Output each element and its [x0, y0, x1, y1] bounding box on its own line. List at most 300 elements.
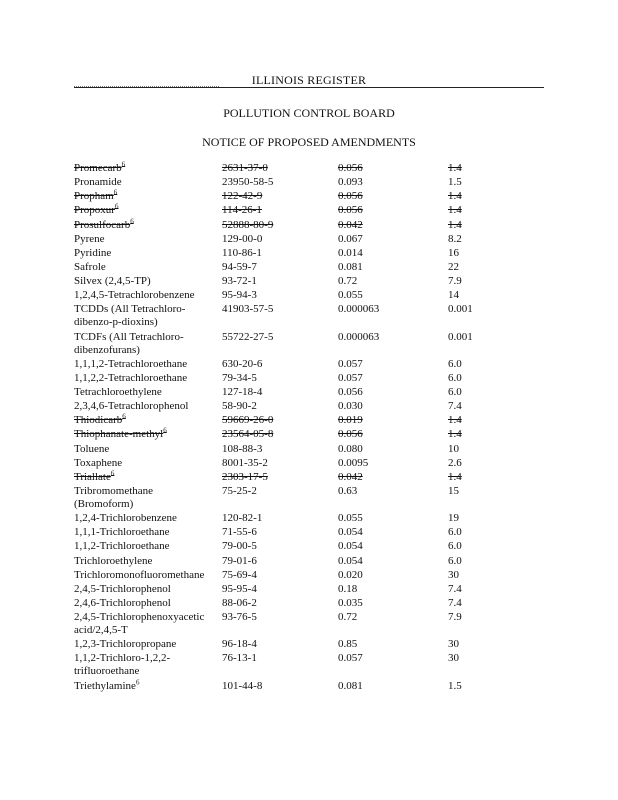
table-row — [74, 261, 538, 275]
nonwastewater-standard: 10 — [448, 442, 459, 455]
wastewater-standard: 0.014 — [338, 246, 363, 259]
table-row — [74, 485, 538, 512]
nonwastewater-standard-cell — [448, 652, 538, 679]
constituent-name-cell — [74, 569, 222, 583]
wastewater-standard: 0.080 — [338, 442, 363, 455]
constituent-name — [74, 485, 153, 497]
cas-number: 8001-35-2 — [222, 456, 268, 469]
wastewater-standard-cell — [338, 638, 448, 652]
nonwastewater-standard: 1.4 — [448, 414, 462, 427]
constituent-name-text: Propham — [74, 190, 114, 203]
cas-number: 58-90-2 — [222, 400, 257, 413]
cas-number-cell — [222, 219, 338, 233]
constituent-name — [74, 652, 170, 664]
constituent-name — [74, 372, 187, 384]
constituent-name-cell — [74, 289, 222, 303]
constituent-name-cell — [74, 216, 222, 233]
nonwastewater-standard: 1.5 — [448, 679, 462, 692]
nonwastewater-standard: 7.4 — [448, 582, 462, 595]
cas-number-cell — [222, 247, 338, 261]
constituent-name-text: 1,1,1-Trichloroethane — [74, 526, 170, 539]
constituent-name-text: Pyridine — [74, 246, 112, 259]
constituent-name — [74, 204, 118, 216]
constituent-name — [74, 233, 105, 245]
nonwastewater-standard-cell — [448, 428, 538, 442]
cas-number-cell — [222, 540, 338, 554]
constituent-name-text: Prosulfocarb — [74, 218, 131, 231]
constituent-name-continued: trifluoroethane — [74, 665, 140, 678]
nonwastewater-standard: 7.9 — [448, 611, 462, 624]
nonwastewater-standard: 14 — [448, 289, 459, 302]
cas-number: 120-82-1 — [222, 512, 263, 525]
nonwastewater-standard-cell — [448, 386, 538, 400]
cas-number: 71-55-6 — [222, 526, 257, 539]
constituent-table — [74, 162, 538, 694]
nonwastewater-standard: 6.0 — [448, 385, 462, 398]
table-row — [74, 372, 538, 386]
nonwastewater-standard: 6.0 — [448, 540, 462, 553]
cas-number: 75-69-4 — [222, 568, 257, 581]
constituent-name — [74, 597, 171, 609]
footnote-marker: 6 — [110, 469, 115, 478]
wastewater-standard-cell — [338, 331, 448, 358]
nonwastewater-standard-cell — [448, 190, 538, 204]
wastewater-standard: 0.056 — [338, 204, 363, 217]
wastewater-standard-cell — [338, 569, 448, 583]
cas-number-cell — [222, 275, 338, 289]
cas-number: 94-59-7 — [222, 260, 257, 273]
cas-number: 95-94-3 — [222, 289, 257, 302]
constituent-name — [74, 526, 170, 538]
constituent-name-text: Silvex (2,4,5-TP) — [74, 275, 151, 288]
cas-number-cell — [222, 583, 338, 597]
nonwastewater-standard-cell — [448, 247, 538, 261]
nonwastewater-standard: 1.5 — [448, 176, 462, 189]
nonwastewater-standard-cell — [448, 261, 538, 275]
table-row — [74, 583, 538, 597]
wastewater-standard-cell — [338, 261, 448, 275]
constituent-name-cell — [74, 303, 222, 330]
wastewater-standard: 0.18 — [338, 582, 358, 595]
constituent-name-cell — [74, 386, 222, 400]
nonwastewater-standard-cell — [448, 400, 538, 414]
nonwastewater-standard: 22 — [448, 260, 459, 273]
wastewater-standard-cell — [338, 372, 448, 386]
nonwastewater-standard: 6.0 — [448, 554, 462, 567]
wastewater-standard: 0.057 — [338, 652, 363, 665]
constituent-name-text: Thiophanate-methyl — [74, 428, 164, 441]
wastewater-standard-cell — [338, 583, 448, 597]
wastewater-standard: 0.000063 — [338, 303, 380, 316]
wastewater-standard-cell — [338, 540, 448, 554]
table-row — [74, 597, 538, 611]
wastewater-standard: 0.081 — [338, 260, 363, 273]
footnote-marker: 6 — [113, 188, 118, 197]
constituent-name — [74, 190, 117, 202]
table-row — [74, 400, 538, 414]
constituent-name — [74, 540, 170, 552]
wastewater-standard: 0.000063 — [338, 330, 380, 343]
nonwastewater-standard-cell — [448, 289, 538, 303]
constituent-name-cell — [74, 275, 222, 289]
cas-number-cell — [222, 190, 338, 204]
wastewater-standard-cell — [338, 443, 448, 457]
wastewater-standard-cell — [338, 555, 448, 569]
table-row — [74, 275, 538, 289]
cas-number: 129-00-0 — [222, 232, 263, 245]
constituent-name — [74, 569, 204, 581]
constituent-name-text: Toluene — [74, 442, 110, 455]
constituent-name-text: Pronamide — [74, 176, 122, 189]
wastewater-standard: 0.056 — [338, 385, 363, 398]
constituent-name — [74, 512, 177, 524]
nonwastewater-standard-cell — [448, 372, 538, 386]
constituent-name-cell — [74, 233, 222, 247]
table-row — [74, 443, 538, 457]
wastewater-standard: 0.85 — [338, 638, 358, 651]
constituent-name — [74, 289, 194, 301]
cas-number: 101-44-8 — [222, 679, 263, 692]
constituent-name-cell — [74, 261, 222, 275]
wastewater-standard: 0.63 — [338, 484, 358, 497]
constituent-name-text: Trichloroethylene — [74, 554, 153, 567]
nonwastewater-standard-cell — [448, 597, 538, 611]
cas-number: 114-26-1 — [222, 204, 262, 217]
wastewater-standard-cell — [338, 358, 448, 372]
constituent-name-text: Tribromomethane — [74, 484, 154, 497]
nonwastewater-standard-cell — [448, 358, 538, 372]
wastewater-standard: 0.042 — [338, 218, 363, 231]
constituent-name-cell — [74, 457, 222, 471]
table-row — [74, 611, 538, 638]
footnote-marker: 6 — [163, 426, 167, 435]
constituent-name-text: 1,1,1,2-Tetrachloroethane — [74, 357, 188, 370]
constituent-name — [74, 555, 152, 567]
wastewater-standard: 0.055 — [338, 289, 363, 302]
cas-number: 79-01-6 — [222, 554, 257, 567]
constituent-name — [74, 400, 188, 412]
constituent-name — [74, 331, 184, 343]
nonwastewater-standard-cell — [448, 457, 538, 471]
nonwastewater-standard: 6.0 — [448, 371, 462, 384]
constituent-name-text: 2,4,6-Trichlorophenol — [74, 596, 171, 609]
wastewater-standard-cell — [338, 457, 448, 471]
cas-number-cell — [222, 652, 338, 679]
wastewater-standard-cell — [338, 652, 448, 679]
constituent-name-text: 1,1,2-Trichloro-1,2,2- — [74, 652, 171, 665]
table-row — [74, 247, 538, 261]
constituent-name-cell — [74, 372, 222, 386]
constituent-name-text: 1,2,4,5-Tetrachlorobenzene — [74, 289, 195, 302]
cas-number-cell — [222, 331, 338, 358]
nonwastewater-standard-cell — [448, 540, 538, 554]
wastewater-standard: 0.042 — [338, 470, 363, 483]
nonwastewater-standard: 30 — [448, 638, 459, 651]
wastewater-standard-cell — [338, 526, 448, 540]
cas-number: 122-42-9 — [222, 190, 263, 203]
nonwastewater-standard: 1.4 — [448, 218, 462, 231]
cas-number: 23950-58-5 — [222, 176, 274, 189]
cas-number-cell — [222, 555, 338, 569]
nonwastewater-standard-cell — [448, 443, 538, 457]
cas-number: 2631-37-0 — [222, 162, 268, 174]
nonwastewater-standard: 1.4 — [448, 428, 462, 441]
nonwastewater-standard: 1.4 — [448, 470, 462, 483]
constituent-name-text: Propoxur — [74, 204, 115, 217]
nonwastewater-standard-cell — [448, 638, 538, 652]
table-row — [74, 331, 538, 358]
constituent-name-text: 1,1,2,2-Tetrachloroethane — [74, 371, 188, 384]
nonwastewater-standard: 30 — [448, 568, 459, 581]
constituent-name — [74, 216, 134, 231]
constituent-name-cell — [74, 358, 222, 372]
table-row — [74, 190, 538, 204]
table-row — [74, 233, 538, 247]
constituent-name-text: Toxaphene — [74, 456, 123, 469]
nonwastewater-standard-cell — [448, 303, 538, 330]
nonwastewater-standard-cell — [448, 331, 538, 358]
cas-number-cell — [222, 512, 338, 526]
wastewater-standard-cell — [338, 247, 448, 261]
nonwastewater-standard: 7.4 — [448, 596, 462, 609]
cas-number: 76-13-1 — [222, 652, 257, 665]
constituent-name-text: Trichloromonofluoromethane — [74, 568, 205, 581]
constituent-name-cell — [74, 247, 222, 261]
cas-number-cell — [222, 386, 338, 400]
wastewater-standard-cell — [338, 386, 448, 400]
nonwastewater-standard-cell — [448, 569, 538, 583]
wastewater-standard-cell — [338, 485, 448, 512]
constituent-name-cell — [74, 162, 222, 176]
footnote-marker: 6 — [121, 160, 126, 169]
cas-number-cell — [222, 162, 338, 176]
table-row — [74, 457, 538, 471]
table-row — [74, 386, 538, 400]
constituent-name — [74, 677, 140, 692]
nonwastewater-standard-cell — [448, 275, 538, 289]
nonwastewater-standard-cell — [448, 583, 538, 597]
constituent-name — [74, 457, 122, 469]
constituent-name-text: 1,1,2-Trichloroethane — [74, 540, 170, 553]
wastewater-standard-cell — [338, 680, 448, 694]
cas-number: 93-72-1 — [222, 275, 257, 288]
nonwastewater-standard: 7.4 — [448, 400, 462, 413]
nonwastewater-standard: 2.6 — [448, 456, 462, 469]
constituent-name-text: Triallate — [74, 470, 111, 483]
wastewater-standard: 0.056 — [338, 162, 363, 174]
constituent-name-cell — [74, 400, 222, 414]
constituent-name-cell — [74, 190, 222, 204]
nonwastewater-standard-cell — [448, 414, 538, 428]
nonwastewater-standard: 30 — [448, 652, 459, 665]
constituent-name-cell — [74, 583, 222, 597]
cas-number-cell — [222, 358, 338, 372]
nonwastewater-standard-cell — [448, 233, 538, 247]
cas-number-cell — [222, 261, 338, 275]
constituent-name-cell — [74, 204, 222, 218]
constituent-name — [74, 358, 187, 370]
header-rule — [74, 87, 544, 88]
wastewater-standard: 0.081 — [338, 679, 363, 692]
constituent-name-text: TCDDs (All Tetrachloro- — [74, 303, 186, 316]
constituent-name-continued: dibenzofurans) — [74, 343, 140, 356]
constituent-name — [74, 471, 114, 483]
register-title: ILLINOIS REGISTER — [251, 73, 367, 87]
cas-number-cell — [222, 680, 338, 694]
cas-number-cell — [222, 289, 338, 303]
table-row — [74, 176, 538, 190]
table-row — [74, 204, 538, 218]
cas-number-cell — [222, 526, 338, 540]
wastewater-standard: 0.056 — [338, 428, 363, 441]
cas-number: 55722-27-5 — [222, 330, 274, 343]
nonwastewater-standard: 1.4 — [448, 204, 462, 217]
wastewater-standard: 0.035 — [338, 596, 363, 609]
cas-number-cell — [222, 414, 338, 428]
table-row — [74, 289, 538, 303]
constituent-name-cell — [74, 428, 222, 442]
constituent-name-cell — [74, 526, 222, 540]
nonwastewater-standard: 1.4 — [448, 162, 462, 174]
nonwastewater-standard-cell — [448, 611, 538, 638]
constituent-name — [74, 247, 111, 259]
cas-number: 79-34-5 — [222, 371, 257, 384]
wastewater-standard: 0.056 — [338, 190, 363, 203]
wastewater-standard: 0.055 — [338, 512, 363, 525]
constituent-name — [74, 162, 125, 174]
footnote-marker: 6 — [135, 677, 140, 686]
wastewater-standard: 0.054 — [338, 526, 363, 539]
footnote-marker: 6 — [130, 216, 134, 225]
nonwastewater-standard: 7.9 — [448, 275, 462, 288]
wastewater-standard-cell — [338, 219, 448, 233]
constituent-name-continued: acid/2,4,5-T — [74, 624, 128, 637]
nonwastewater-standard: 0.001 — [448, 330, 473, 343]
cas-number-cell — [222, 303, 338, 330]
constituent-name-cell — [74, 485, 222, 512]
cas-number: 75-25-2 — [222, 484, 257, 497]
footnote-marker: 6 — [114, 202, 119, 211]
constituent-name-text: Safrole — [74, 260, 106, 273]
nonwastewater-standard-cell — [448, 485, 538, 512]
nonwastewater-standard-cell — [448, 219, 538, 233]
cas-number-cell — [222, 611, 338, 638]
constituent-name-cell — [74, 512, 222, 526]
constituent-name-cell — [74, 638, 222, 652]
cas-number-cell — [222, 204, 338, 218]
nonwastewater-standard: 8.2 — [448, 232, 462, 245]
constituent-name-cell — [74, 652, 222, 679]
constituent-name — [74, 638, 176, 650]
wastewater-standard: 0.057 — [338, 371, 363, 384]
cas-number: 96-18-4 — [222, 638, 257, 651]
table-row — [74, 652, 538, 679]
constituent-name-cell — [74, 443, 222, 457]
table-row — [74, 471, 538, 485]
table-row — [74, 303, 538, 330]
footnote-marker: 6 — [122, 412, 126, 421]
cas-number-cell — [222, 597, 338, 611]
wastewater-standard: 0.057 — [338, 357, 363, 370]
wastewater-standard-cell — [338, 428, 448, 442]
nonwastewater-standard-cell — [448, 204, 538, 218]
cas-number-cell — [222, 372, 338, 386]
nonwastewater-standard-cell — [448, 555, 538, 569]
nonwastewater-standard-cell — [448, 176, 538, 190]
wastewater-standard-cell — [338, 233, 448, 247]
board-title: POLLUTION CONTROL BOARD — [223, 106, 395, 120]
wastewater-standard: 0.72 — [338, 611, 358, 624]
constituent-name-text: 1,2,4-Trichlorobenzene — [74, 512, 177, 525]
constituent-name-continued: dibenzo-p-dioxins) — [74, 316, 158, 329]
wastewater-standard-cell — [338, 289, 448, 303]
table-row — [74, 358, 538, 372]
constituent-name — [74, 261, 106, 273]
nonwastewater-standard-cell — [448, 471, 538, 485]
wastewater-standard-cell — [338, 275, 448, 289]
table-row — [74, 414, 538, 428]
constituent-name-text: TCDFs (All Tetrachloro- — [74, 330, 184, 343]
constituent-name-text: 2,3,4,6-Tetrachlorophenol — [74, 400, 189, 413]
constituent-name — [74, 611, 204, 623]
nonwastewater-standard: 16 — [448, 246, 459, 259]
wastewater-standard-cell — [338, 471, 448, 485]
cas-number: 41903-57-5 — [222, 303, 274, 316]
nonwastewater-standard: 1.4 — [448, 190, 462, 203]
table-row — [74, 555, 538, 569]
cas-number: 79-00-5 — [222, 540, 257, 553]
constituent-name-text: Triethylamine — [74, 679, 136, 692]
constituent-name-text: 2,4,5-Trichlorophenoxyacetic — [74, 611, 205, 624]
nonwastewater-standard-cell — [448, 526, 538, 540]
constituent-name-cell — [74, 331, 222, 358]
constituent-name-cell — [74, 597, 222, 611]
constituent-name-text: 1,2,3-Trichloropropane — [74, 638, 177, 651]
table-row — [74, 162, 538, 176]
nonwastewater-standard: 19 — [448, 512, 459, 525]
constituent-name-cell — [74, 611, 222, 638]
cas-number: 95-95-4 — [222, 582, 257, 595]
constituent-name-text: Promecarb — [74, 162, 122, 174]
wastewater-standard: 0.093 — [338, 176, 363, 189]
wastewater-standard: 0.067 — [338, 232, 363, 245]
table-row — [74, 428, 538, 442]
cas-number: 2303-17-5 — [222, 470, 268, 483]
constituent-name-cell — [74, 555, 222, 569]
wastewater-standard-cell — [338, 597, 448, 611]
table-row — [74, 638, 538, 652]
constituent-name-cell — [74, 176, 222, 190]
constituent-name-text: Tetrachloroethylene — [74, 385, 162, 398]
cas-number-cell — [222, 638, 338, 652]
constituent-name-cell — [74, 540, 222, 554]
cas-number-cell — [222, 457, 338, 471]
constituent-name — [74, 176, 122, 188]
cas-number: 88-06-2 — [222, 596, 257, 609]
constituent-name-cell — [74, 471, 222, 485]
table-row — [74, 680, 538, 694]
table-row — [74, 512, 538, 526]
wastewater-standard-cell — [338, 512, 448, 526]
wastewater-standard-cell — [338, 190, 448, 204]
wastewater-standard: 0.030 — [338, 400, 363, 413]
cas-number-cell — [222, 400, 338, 414]
wastewater-standard-cell — [338, 303, 448, 330]
cas-number: 23564-05-8 — [222, 428, 274, 441]
wastewater-standard-cell — [338, 162, 448, 176]
table-row — [74, 219, 538, 233]
constituent-name-continued: (Bromoform) — [74, 497, 134, 510]
